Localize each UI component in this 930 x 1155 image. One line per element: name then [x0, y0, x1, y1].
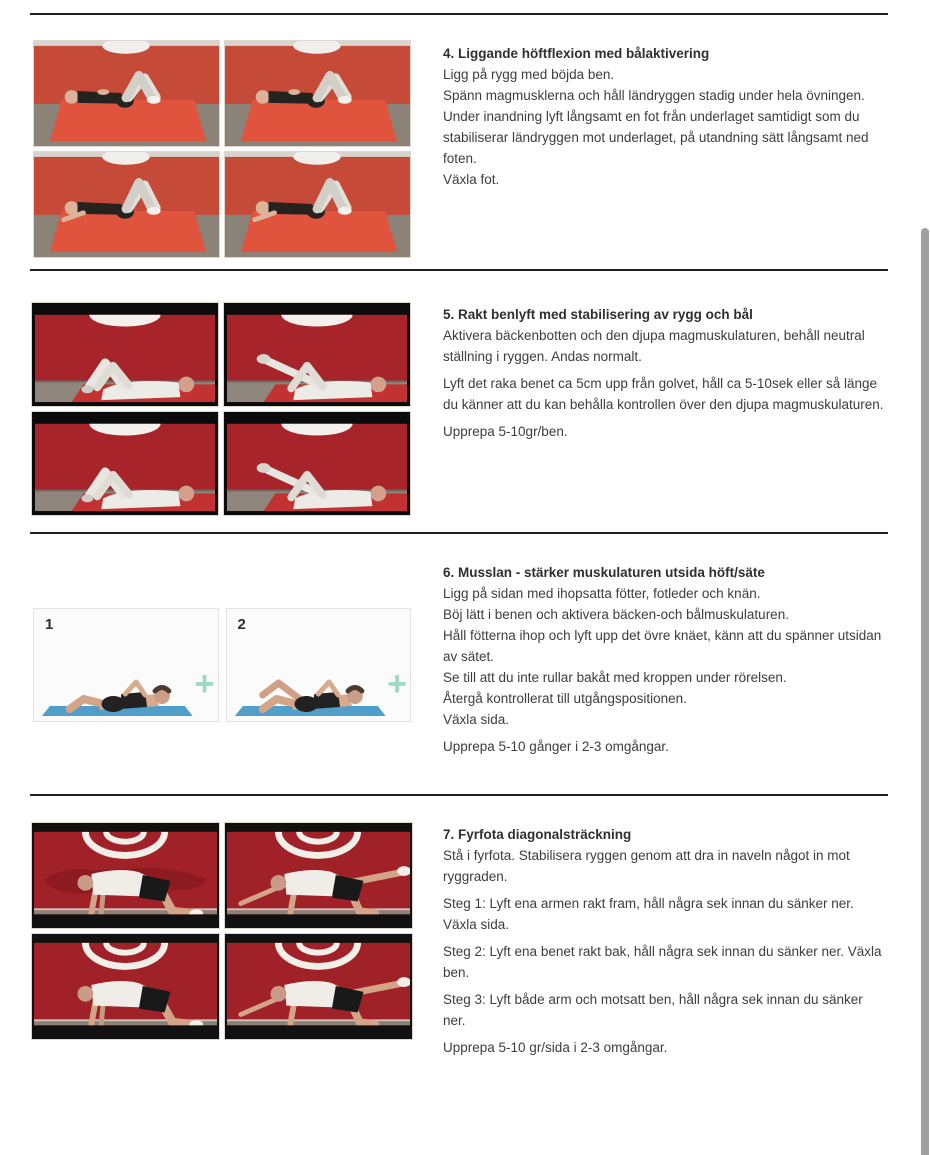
exercise-photo: [34, 41, 219, 146]
exercise-5-images: [31, 302, 411, 516]
exercise-photo: [227, 609, 411, 721]
text-line: Steg 2: Lyft ena benet rakt bak, håll några sek innan du sänker ner. Växla ben.: [443, 944, 882, 980]
panel-number-label: 2: [237, 616, 246, 633]
exercise-4-title: 4. Liggande höftflexion med bålaktivering: [443, 46, 710, 61]
exercise-7-text: [443, 824, 889, 1058]
paragraph: [443, 421, 889, 442]
exercise-5-instructions: [443, 325, 889, 442]
exercise-photo: [227, 609, 411, 721]
paragraph: [443, 64, 889, 190]
scrollbar-thumb[interactable]: [921, 228, 929, 1155]
exercise-4-text: [443, 43, 889, 190]
paragraph: [443, 325, 889, 367]
exercise-photo: [32, 934, 219, 1039]
exercise-photo: [225, 152, 410, 257]
text-line: Böj lätt i benen och aktivera bäcken-och bålmuskulaturen.: [443, 607, 789, 622]
paragraph: [443, 1037, 889, 1058]
text-line: Steg 1: Lyft ena armen rakt fram, håll några sek innan du sänker ner. Växla sida.: [443, 896, 854, 932]
text-line: Lyft det raka benet ca 5cm upp från golvet, håll ca 5-10sek eller så länge du känner att du kan behålla kontrollen över den djupa magmuskulaturen.: [443, 376, 884, 412]
text-line: Växla fot.: [443, 172, 500, 187]
section-divider: [30, 794, 888, 796]
exercise-6-images: [33, 608, 411, 722]
exercise-7-title: 7. Fyrfota diagonalsträckning: [443, 827, 632, 842]
exercise-photo: [32, 303, 218, 406]
paragraph: [443, 736, 889, 757]
text-line: Ligg på rygg med böjda ben.: [443, 67, 615, 82]
exercise-6-text: [443, 562, 889, 757]
exercise-photo: [34, 609, 218, 721]
exercise-photo-cell: [31, 822, 220, 929]
paragraph: [443, 893, 889, 935]
exercise-photo: [34, 152, 219, 257]
exercise-5-text: [443, 304, 889, 442]
exercise-photo: [224, 303, 410, 406]
exercise-photo-cell: [31, 411, 219, 516]
exercise-6-instructions: [443, 583, 889, 757]
section-divider: [30, 532, 888, 534]
exercise-photo: [34, 609, 218, 721]
paragraph: [443, 583, 889, 730]
text-line: Upprepa 5-10 gånger i 2-3 omgångar.: [443, 739, 669, 754]
paragraph: [443, 373, 889, 415]
exercise-photo: [225, 934, 412, 1039]
text-line: Håll fötterna ihop och lyft upp det övre knäet, känn att du spänner utsidan av sätet.: [443, 628, 882, 664]
exercise-photo: [225, 41, 410, 146]
exercise-photo: [224, 412, 410, 515]
exercise-4-images: [33, 40, 411, 258]
exercise-photo-cell: [224, 933, 413, 1040]
exercise-photo: [32, 823, 219, 928]
exercise-photo-cell: [33, 151, 220, 258]
exercise-7-instructions: [443, 845, 889, 1058]
exercise-photo-cell: [224, 40, 411, 147]
section-divider: [30, 269, 888, 271]
exercise-6-panel-2: [226, 608, 412, 722]
exercise-4-instructions: [443, 64, 889, 190]
text-line: Aktivera bäckenbotten och den djupa magmuskulaturen, behåll neutral ställning i ryggen. Andas normalt.: [443, 328, 865, 364]
text-line: Ligg på sidan med ihopsatta fötter, fotleder och knän.: [443, 586, 761, 601]
section-divider: [30, 13, 888, 15]
paragraph: [443, 941, 889, 983]
text-line: Stå i fyrfota. Stabilisera ryggen genom att dra in naveln något in mot ryggraden.: [443, 848, 850, 884]
text-line: Spänn magmusklerna och håll ländryggen stadig under hela övningen.: [443, 88, 865, 103]
exercise-5-title: 5. Rakt benlyft med stabilisering av rygg och bål: [443, 307, 753, 322]
text-line: Återgå kontrollerat till utgångspositionen.: [443, 691, 687, 706]
exercise-photo: [32, 412, 218, 515]
panel-number-label: 1: [45, 616, 54, 633]
paragraph: [443, 845, 889, 887]
plus-icon: +: [387, 665, 407, 703]
exercise-photo-cell: [224, 822, 413, 929]
exercise-6-title: 6. Musslan - stärker muskulaturen utsida höft/säte: [443, 565, 765, 580]
paragraph: [443, 989, 889, 1031]
exercise-photo-cell: [224, 151, 411, 258]
text-line: Upprepa 5-10 gr/sida i 2-3 omgångar.: [443, 1040, 668, 1055]
text-line: Upprepa 5-10gr/ben.: [443, 424, 568, 439]
exercise-photo-cell: [31, 302, 219, 407]
text-line: Växla sida.: [443, 712, 510, 727]
text-line: Se till att du inte rullar bakåt med kroppen under rörelsen.: [443, 670, 787, 685]
exercise-photo-cell: [223, 302, 411, 407]
exercise-6-panel-1: [33, 608, 219, 722]
exercise-photo-cell: [223, 411, 411, 516]
text-line: Under inandning lyft långsamt en fot från underlaget samtidigt som du stabiliserar ländryggen mot underlaget, på utandning sätt långsamt ned foten.: [443, 109, 869, 166]
text-line: Steg 3: Lyft både arm och motsatt ben, håll några sek innan du sänker ner.: [443, 992, 863, 1028]
exercise-7-images: [31, 822, 413, 1040]
exercise-photo-cell: [33, 40, 220, 147]
plus-icon: +: [194, 665, 215, 703]
exercise-photo: [225, 823, 412, 928]
exercise-photo-cell: [31, 933, 220, 1040]
